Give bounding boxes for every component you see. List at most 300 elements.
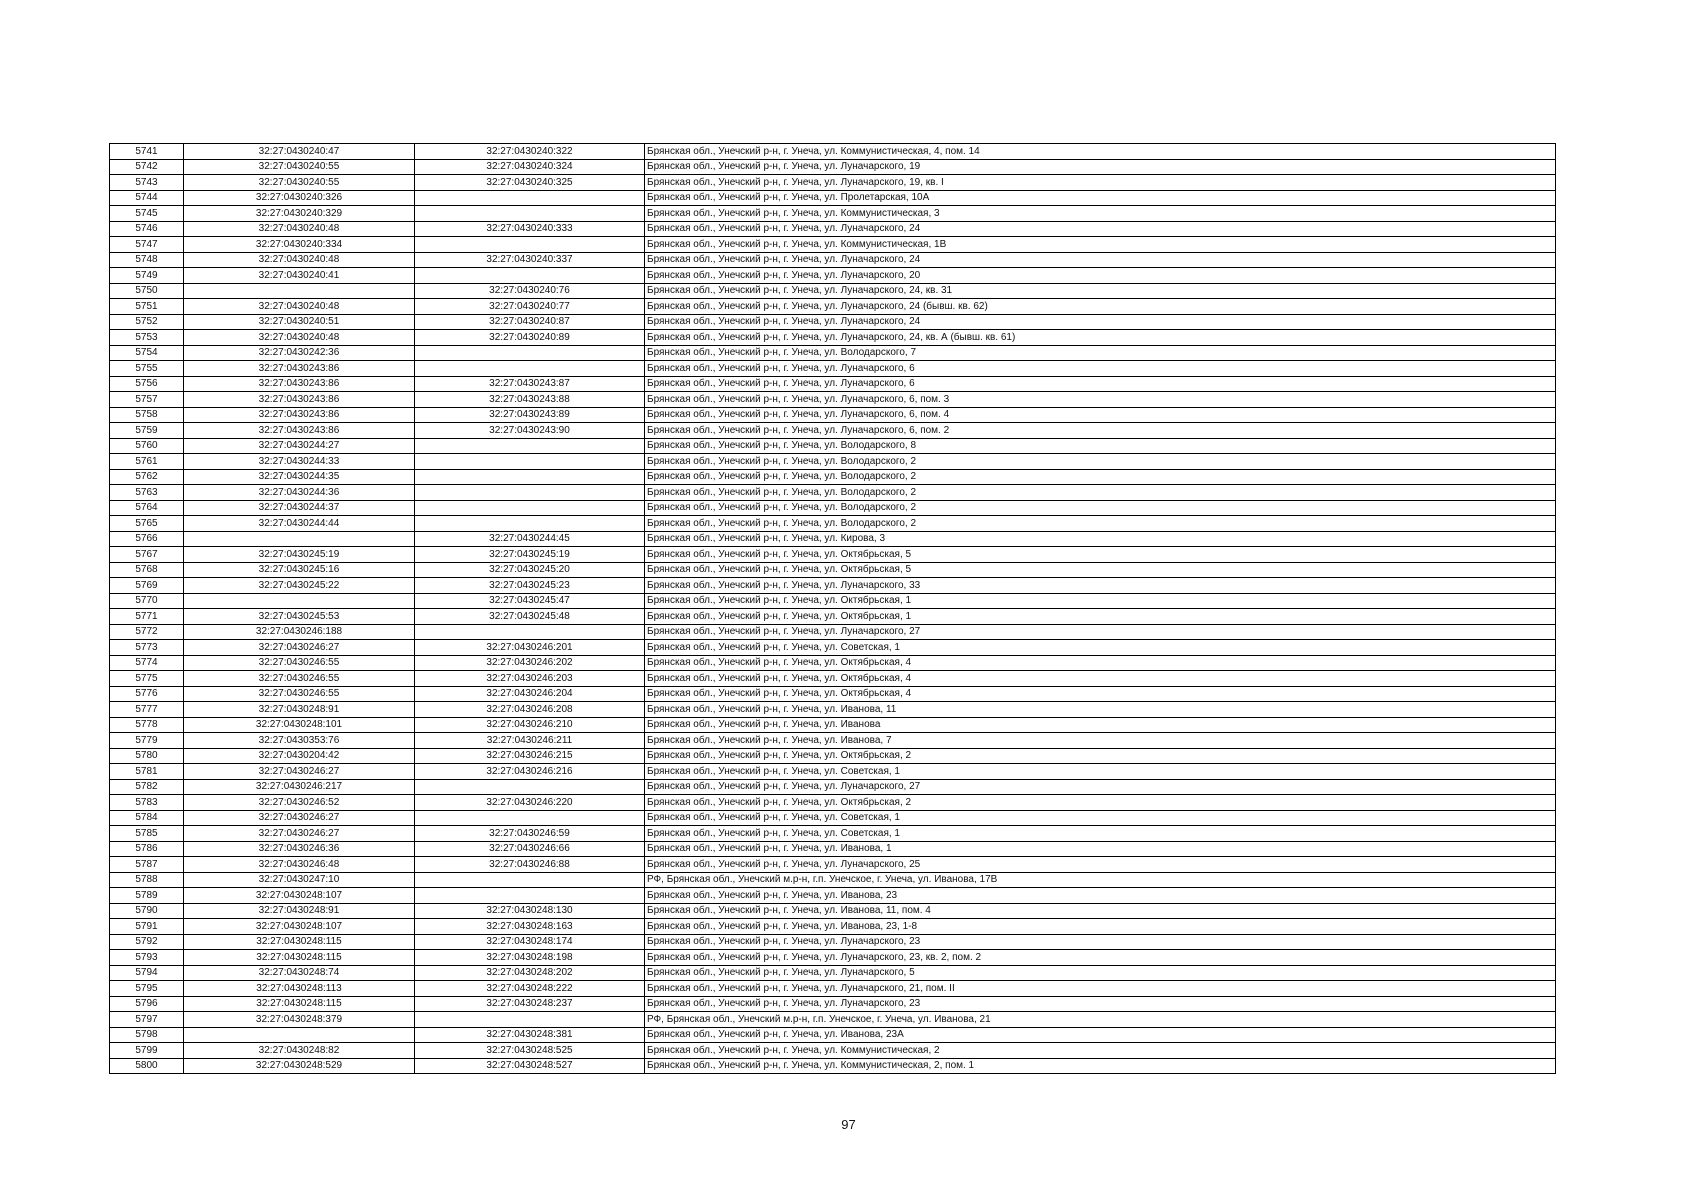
row-number-cell: 5758 bbox=[110, 407, 184, 423]
address-cell: РФ, Брянская обл., Унечский м.р-н, г.п. Унечское, г. Унеча, ул. Иванова, 21 bbox=[645, 1012, 1556, 1028]
cadastral-number-cell: 32:27:0430246:55 bbox=[184, 686, 415, 702]
cadastral-number-cell: 32:27:0430240:329 bbox=[184, 206, 415, 222]
table-row bbox=[110, 485, 1556, 501]
address-cell: Брянская обл., Унечский р-н, г. Унеча, ул. Володарского, 2 bbox=[645, 500, 1556, 516]
related-cadastral-number-cell: 32:27:0430240:77 bbox=[415, 299, 645, 315]
row-number-cell: 5760 bbox=[110, 438, 184, 454]
related-cadastral-number-cell: 32:27:0430246:88 bbox=[415, 857, 645, 873]
cadastral-number-cell: 32:27:0430246:217 bbox=[184, 779, 415, 795]
cadastral-number-cell: 32:27:0430248:82 bbox=[184, 1043, 415, 1059]
related-cadastral-number-cell: 32:27:0430246:201 bbox=[415, 640, 645, 656]
table-row bbox=[110, 609, 1556, 625]
row-number-cell: 5798 bbox=[110, 1027, 184, 1043]
table-row bbox=[110, 748, 1556, 764]
cadastral-number-cell: 32:27:0430248:115 bbox=[184, 950, 415, 966]
row-number-cell: 5777 bbox=[110, 702, 184, 718]
row-number-cell: 5754 bbox=[110, 345, 184, 361]
address-cell: Брянская обл., Унечский р-н, г. Унеча, ул. Коммунистическая, 2 bbox=[645, 1043, 1556, 1059]
table-row bbox=[110, 655, 1556, 671]
related-cadastral-number-cell bbox=[415, 485, 645, 501]
cadastral-number-cell bbox=[184, 283, 415, 299]
table-body bbox=[110, 144, 1556, 1074]
row-number-cell: 5767 bbox=[110, 547, 184, 563]
cadastral-number-cell: 32:27:0430240:48 bbox=[184, 252, 415, 268]
related-cadastral-number-cell: 32:27:0430248:222 bbox=[415, 981, 645, 997]
row-number-cell: 5765 bbox=[110, 516, 184, 532]
address-cell: Брянская обл., Унечский р-н, г. Унеча, ул. Луначарского, 24, кв. 31 bbox=[645, 283, 1556, 299]
related-cadastral-number-cell: 32:27:0430248:527 bbox=[415, 1058, 645, 1074]
table-row bbox=[110, 562, 1556, 578]
related-cadastral-number-cell: 32:27:0430246:66 bbox=[415, 841, 645, 857]
row-number-cell: 5751 bbox=[110, 299, 184, 315]
row-number-cell: 5744 bbox=[110, 190, 184, 206]
row-number-cell: 5768 bbox=[110, 562, 184, 578]
cadastral-number-cell: 32:27:0430248:74 bbox=[184, 965, 415, 981]
cadastral-number-cell: 32:27:0430246:27 bbox=[184, 640, 415, 656]
row-number-cell: 5785 bbox=[110, 826, 184, 842]
table-row bbox=[110, 717, 1556, 733]
related-cadastral-number-cell: 32:27:0430248:237 bbox=[415, 996, 645, 1012]
address-cell: Брянская обл., Унечский р-н, г. Унеча, ул. Луначарского, 24 bbox=[645, 252, 1556, 268]
cadastral-number-cell: 32:27:0430246:52 bbox=[184, 795, 415, 811]
address-cell: Брянская обл., Унечский р-н, г. Унеча, ул. Володарского, 2 bbox=[645, 454, 1556, 470]
cadastral-number-cell: 32:27:0430246:55 bbox=[184, 671, 415, 687]
cadastral-number-cell: 32:27:0430246:36 bbox=[184, 841, 415, 857]
table-row bbox=[110, 733, 1556, 749]
related-cadastral-number-cell bbox=[415, 345, 645, 361]
address-cell: Брянская обл., Унечский р-н, г. Унеча, ул. Луначарского, 23, кв. 2, пом. 2 bbox=[645, 950, 1556, 966]
address-cell: Брянская обл., Унечский р-н, г. Унеча, ул. Луначарского, 5 bbox=[645, 965, 1556, 981]
address-cell: Брянская обл., Унечский р-н, г. Унеча, ул. Коммунистическая, 4, пом. 14 bbox=[645, 144, 1556, 160]
related-cadastral-number-cell: 32:27:0430246:210 bbox=[415, 717, 645, 733]
row-number-cell: 5771 bbox=[110, 609, 184, 625]
row-number-cell: 5748 bbox=[110, 252, 184, 268]
row-number-cell: 5763 bbox=[110, 485, 184, 501]
address-cell: Брянская обл., Унечский р-н, г. Унеча, ул. Луначарского, 20 bbox=[645, 268, 1556, 284]
address-cell: Брянская обл., Унечский р-н, г. Унеча, ул. Луначарского, 21, пом. II bbox=[645, 981, 1556, 997]
cadastral-number-cell: 32:27:0430240:334 bbox=[184, 237, 415, 253]
related-cadastral-number-cell: 32:27:0430248:202 bbox=[415, 965, 645, 981]
row-number-cell: 5795 bbox=[110, 981, 184, 997]
related-cadastral-number-cell: 32:27:0430240:89 bbox=[415, 330, 645, 346]
cadastral-number-cell: 32:27:0430243:86 bbox=[184, 392, 415, 408]
table-row bbox=[110, 469, 1556, 485]
table-row bbox=[110, 283, 1556, 299]
cadastral-number-cell bbox=[184, 531, 415, 547]
cadastral-number-cell: 32:27:0430246:27 bbox=[184, 810, 415, 826]
related-cadastral-number-cell bbox=[415, 268, 645, 284]
address-cell: Брянская обл., Унечский р-н, г. Унеча, ул. Октябрьская, 5 bbox=[645, 562, 1556, 578]
table-row bbox=[110, 392, 1556, 408]
related-cadastral-number-cell bbox=[415, 1012, 645, 1028]
cadastral-number-cell: 32:27:0430244:35 bbox=[184, 469, 415, 485]
row-number-cell: 5788 bbox=[110, 872, 184, 888]
address-cell: Брянская обл., Унечский р-н, г. Унеча, ул. Луначарского, 33 bbox=[645, 578, 1556, 594]
related-cadastral-number-cell bbox=[415, 500, 645, 516]
address-cell: Брянская обл., Унечский р-н, г. Унеча, ул. Луначарского, 6, пом. 2 bbox=[645, 423, 1556, 439]
related-cadastral-number-cell: 32:27:0430240:324 bbox=[415, 159, 645, 175]
related-cadastral-number-cell: 32:27:0430245:48 bbox=[415, 609, 645, 625]
table-row bbox=[110, 252, 1556, 268]
related-cadastral-number-cell bbox=[415, 190, 645, 206]
related-cadastral-number-cell: 32:27:0430243:87 bbox=[415, 376, 645, 392]
address-cell: Брянская обл., Унечский р-н, г. Унеча, ул. Коммунистическая, 1В bbox=[645, 237, 1556, 253]
cadastral-number-cell: 32:27:0430246:48 bbox=[184, 857, 415, 873]
cadastral-number-cell: 32:27:0430244:33 bbox=[184, 454, 415, 470]
table-row bbox=[110, 686, 1556, 702]
address-cell: Брянская обл., Унечский р-н, г. Унеча, ул. Луначарского, 24 (бывш. кв. 62) bbox=[645, 299, 1556, 315]
related-cadastral-number-cell: 32:27:0430245:23 bbox=[415, 578, 645, 594]
cadastral-number-cell: 32:27:0430248:91 bbox=[184, 702, 415, 718]
table-row bbox=[110, 361, 1556, 377]
address-cell: Брянская обл., Унечский р-н, г. Унеча, ул. Луначарского, 6, пом. 4 bbox=[645, 407, 1556, 423]
row-number-cell: 5742 bbox=[110, 159, 184, 175]
table-row bbox=[110, 779, 1556, 795]
cadastral-number-cell: 32:27:0430204:42 bbox=[184, 748, 415, 764]
table-row bbox=[110, 206, 1556, 222]
cadastral-number-cell: 32:27:0430240:326 bbox=[184, 190, 415, 206]
address-cell: Брянская обл., Унечский р-н, г. Унеча, ул. Иванова, 1 bbox=[645, 841, 1556, 857]
row-number-cell: 5757 bbox=[110, 392, 184, 408]
table-row bbox=[110, 857, 1556, 873]
row-number-cell: 5772 bbox=[110, 624, 184, 640]
table-row bbox=[110, 190, 1556, 206]
row-number-cell: 5743 bbox=[110, 175, 184, 191]
table-row bbox=[110, 996, 1556, 1012]
address-cell: РФ, Брянская обл., Унечский м.р-н, г.п. Унечское, г. Унеча, ул. Иванова, 17В bbox=[645, 872, 1556, 888]
cadastral-number-cell: 32:27:0430248:113 bbox=[184, 981, 415, 997]
row-number-cell: 5775 bbox=[110, 671, 184, 687]
related-cadastral-number-cell: 32:27:0430246:208 bbox=[415, 702, 645, 718]
table-row bbox=[110, 330, 1556, 346]
cadastral-number-cell: 32:27:0430242:36 bbox=[184, 345, 415, 361]
related-cadastral-number-cell: 32:27:0430248:198 bbox=[415, 950, 645, 966]
cadastral-number-cell: 32:27:0430243:86 bbox=[184, 423, 415, 439]
page-number: 97 bbox=[841, 1117, 856, 1132]
table-row bbox=[110, 903, 1556, 919]
address-cell: Брянская обл., Унечский р-н, г. Унеча, ул. Луначарского, 24, кв. А (бывш. кв. 61) bbox=[645, 330, 1556, 346]
table-row bbox=[110, 268, 1556, 284]
table-row bbox=[110, 593, 1556, 609]
related-cadastral-number-cell bbox=[415, 888, 645, 904]
row-number-cell: 5752 bbox=[110, 314, 184, 330]
table-row bbox=[110, 237, 1556, 253]
row-number-cell: 5789 bbox=[110, 888, 184, 904]
row-number-cell: 5769 bbox=[110, 578, 184, 594]
table-row bbox=[110, 919, 1556, 935]
related-cadastral-number-cell bbox=[415, 624, 645, 640]
related-cadastral-number-cell: 32:27:0430240:87 bbox=[415, 314, 645, 330]
address-cell: Брянская обл., Унечский р-н, г. Унеча, ул. Луначарского, 23 bbox=[645, 996, 1556, 1012]
related-cadastral-number-cell: 32:27:0430243:89 bbox=[415, 407, 645, 423]
address-cell: Брянская обл., Унечский р-н, г. Унеча, ул. Октябрьская, 4 bbox=[645, 671, 1556, 687]
address-cell: Брянская обл., Унечский р-н, г. Унеча, ул. Коммунистическая, 3 bbox=[645, 206, 1556, 222]
table-row bbox=[110, 299, 1556, 315]
address-cell: Брянская обл., Унечский р-н, г. Унеча, ул. Советская, 1 bbox=[645, 810, 1556, 826]
table-row bbox=[110, 888, 1556, 904]
cadastral-number-cell: 32:27:0430248:107 bbox=[184, 919, 415, 935]
related-cadastral-number-cell bbox=[415, 810, 645, 826]
table-row bbox=[110, 981, 1556, 997]
address-cell: Брянская обл., Унечский р-н, г. Унеча, ул. Иванова, 11 bbox=[645, 702, 1556, 718]
cadastral-number-cell: 32:27:0430353:76 bbox=[184, 733, 415, 749]
address-cell: Брянская обл., Унечский р-н, г. Унеча, ул. Луначарского, 19 bbox=[645, 159, 1556, 175]
row-number-cell: 5797 bbox=[110, 1012, 184, 1028]
table-row bbox=[110, 175, 1556, 191]
table-row bbox=[110, 423, 1556, 439]
related-cadastral-number-cell: 32:27:0430243:88 bbox=[415, 392, 645, 408]
cadastral-number-cell: 32:27:0430246:55 bbox=[184, 655, 415, 671]
related-cadastral-number-cell: 32:27:0430240:76 bbox=[415, 283, 645, 299]
address-cell: Брянская обл., Унечский р-н, г. Унеча, ул. Иванова, 23 bbox=[645, 888, 1556, 904]
table-row bbox=[110, 1058, 1556, 1074]
cadastral-number-cell: 32:27:0430248:101 bbox=[184, 717, 415, 733]
related-cadastral-number-cell: 32:27:0430246:204 bbox=[415, 686, 645, 702]
row-number-cell: 5790 bbox=[110, 903, 184, 919]
table-row bbox=[110, 702, 1556, 718]
address-cell: Брянская обл., Унечский р-н, г. Унеча, ул. Советская, 1 bbox=[645, 640, 1556, 656]
address-cell: Брянская обл., Унечский р-н, г. Унеча, ул. Пролетарская, 10А bbox=[645, 190, 1556, 206]
row-number-cell: 5759 bbox=[110, 423, 184, 439]
cadastral-number-cell: 32:27:0430240:41 bbox=[184, 268, 415, 284]
table-row bbox=[110, 438, 1556, 454]
address-cell: Брянская обл., Унечский р-н, г. Унеча, ул. Луначарского, 27 bbox=[645, 779, 1556, 795]
table-row bbox=[110, 1012, 1556, 1028]
table-row bbox=[110, 764, 1556, 780]
row-number-cell: 5787 bbox=[110, 857, 184, 873]
row-number-cell: 5756 bbox=[110, 376, 184, 392]
related-cadastral-number-cell: 32:27:0430240:322 bbox=[415, 144, 645, 160]
row-number-cell: 5791 bbox=[110, 919, 184, 935]
cadastral-number-cell: 32:27:0430246:188 bbox=[184, 624, 415, 640]
row-number-cell: 5784 bbox=[110, 810, 184, 826]
related-cadastral-number-cell: 32:27:0430245:47 bbox=[415, 593, 645, 609]
row-number-cell: 5750 bbox=[110, 283, 184, 299]
related-cadastral-number-cell: 32:27:0430246:216 bbox=[415, 764, 645, 780]
cadastral-number-cell: 32:27:0430244:27 bbox=[184, 438, 415, 454]
address-cell: Брянская обл., Унечский р-н, г. Унеча, ул. Володарского, 2 bbox=[645, 516, 1556, 532]
row-number-cell: 5786 bbox=[110, 841, 184, 857]
cadastral-number-cell: 32:27:0430243:86 bbox=[184, 361, 415, 377]
address-cell: Брянская обл., Унечский р-н, г. Унеча, ул. Володарского, 7 bbox=[645, 345, 1556, 361]
cadastral-number-cell: 32:27:0430243:86 bbox=[184, 376, 415, 392]
related-cadastral-number-cell: 32:27:0430248:525 bbox=[415, 1043, 645, 1059]
row-number-cell: 5774 bbox=[110, 655, 184, 671]
table-row bbox=[110, 516, 1556, 532]
related-cadastral-number-cell: 32:27:0430240:325 bbox=[415, 175, 645, 191]
row-number-cell: 5770 bbox=[110, 593, 184, 609]
table-row bbox=[110, 407, 1556, 423]
row-number-cell: 5773 bbox=[110, 640, 184, 656]
table-row bbox=[110, 454, 1556, 470]
related-cadastral-number-cell: 32:27:0430248:381 bbox=[415, 1027, 645, 1043]
related-cadastral-number-cell: 32:27:0430248:130 bbox=[415, 903, 645, 919]
cadastral-number-cell: 32:27:0430246:27 bbox=[184, 826, 415, 842]
address-cell: Брянская обл., Унечский р-н, г. Унеча, ул. Кирова, 3 bbox=[645, 531, 1556, 547]
cadastral-number-cell: 32:27:0430248:91 bbox=[184, 903, 415, 919]
table-row bbox=[110, 578, 1556, 594]
related-cadastral-number-cell bbox=[415, 872, 645, 888]
row-number-cell: 5762 bbox=[110, 469, 184, 485]
row-number-cell: 5799 bbox=[110, 1043, 184, 1059]
related-cadastral-number-cell: 32:27:0430246:211 bbox=[415, 733, 645, 749]
related-cadastral-number-cell bbox=[415, 438, 645, 454]
table-row bbox=[110, 841, 1556, 857]
address-cell: Брянская обл., Унечский р-н, г. Унеча, ул. Иванова, 23, 1-8 bbox=[645, 919, 1556, 935]
cadastral-number-cell: 32:27:0430240:47 bbox=[184, 144, 415, 160]
table-row bbox=[110, 221, 1556, 237]
row-number-cell: 5746 bbox=[110, 221, 184, 237]
related-cadastral-number-cell bbox=[415, 237, 645, 253]
table-row bbox=[110, 826, 1556, 842]
cadastral-number-cell: 32:27:0430248:115 bbox=[184, 996, 415, 1012]
cadastral-number-cell: 32:27:0430240:48 bbox=[184, 299, 415, 315]
table-row bbox=[110, 810, 1556, 826]
related-cadastral-number-cell: 32:27:0430246:215 bbox=[415, 748, 645, 764]
table-row bbox=[110, 159, 1556, 175]
row-number-cell: 5755 bbox=[110, 361, 184, 377]
cadastral-number-cell: 32:27:0430240:48 bbox=[184, 330, 415, 346]
address-cell: Брянская обл., Унечский р-н, г. Унеча, ул. Советская, 1 bbox=[645, 826, 1556, 842]
table-row bbox=[110, 934, 1556, 950]
address-cell: Брянская обл., Унечский р-н, г. Унеча, ул. Коммунистическая, 2, пом. 1 bbox=[645, 1058, 1556, 1074]
address-cell: Брянская обл., Унечский р-н, г. Унеча, ул. Луначарского, 27 bbox=[645, 624, 1556, 640]
row-number-cell: 5792 bbox=[110, 934, 184, 950]
related-cadastral-number-cell: 32:27:0430243:90 bbox=[415, 423, 645, 439]
cadastral-number-cell: 32:27:0430248:529 bbox=[184, 1058, 415, 1074]
row-number-cell: 5753 bbox=[110, 330, 184, 346]
cadastral-number-cell: 32:27:0430240:51 bbox=[184, 314, 415, 330]
related-cadastral-number-cell: 32:27:0430244:45 bbox=[415, 531, 645, 547]
row-number-cell: 5745 bbox=[110, 206, 184, 222]
table-row bbox=[110, 1043, 1556, 1059]
address-cell: Брянская обл., Унечский р-н, г. Унеча, ул. Октябрьская, 4 bbox=[645, 655, 1556, 671]
cadastral-number-cell: 32:27:0430245:16 bbox=[184, 562, 415, 578]
related-cadastral-number-cell bbox=[415, 454, 645, 470]
cadastral-number-cell: 32:27:0430244:44 bbox=[184, 516, 415, 532]
row-number-cell: 5793 bbox=[110, 950, 184, 966]
related-cadastral-number-cell: 32:27:0430246:220 bbox=[415, 795, 645, 811]
table-row bbox=[110, 547, 1556, 563]
address-cell: Брянская обл., Унечский р-н, г. Унеча, ул. Октябрьская, 2 bbox=[645, 748, 1556, 764]
related-cadastral-number-cell: 32:27:0430246:202 bbox=[415, 655, 645, 671]
address-cell: Брянская обл., Унечский р-н, г. Унеча, ул. Иванова, 23А bbox=[645, 1027, 1556, 1043]
row-number-cell: 5794 bbox=[110, 965, 184, 981]
related-cadastral-number-cell bbox=[415, 779, 645, 795]
address-cell: Брянская обл., Унечский р-н, г. Унеча, ул. Иванова, 11, пом. 4 bbox=[645, 903, 1556, 919]
address-cell: Брянская обл., Унечский р-н, г. Унеча, ул. Луначарского, 6 bbox=[645, 376, 1556, 392]
address-cell: Брянская обл., Унечский р-н, г. Унеча, ул. Володарского, 2 bbox=[645, 485, 1556, 501]
cadastral-number-cell: 32:27:0430246:27 bbox=[184, 764, 415, 780]
related-cadastral-number-cell: 32:27:0430246:203 bbox=[415, 671, 645, 687]
address-cell: Брянская обл., Унечский р-н, г. Унеча, ул. Володарского, 2 bbox=[645, 469, 1556, 485]
cadastral-number-cell: 32:27:0430245:22 bbox=[184, 578, 415, 594]
table-row bbox=[110, 624, 1556, 640]
row-number-cell: 5800 bbox=[110, 1058, 184, 1074]
cadastral-number-cell: 32:27:0430244:36 bbox=[184, 485, 415, 501]
cadastral-number-cell: 32:27:0430240:55 bbox=[184, 175, 415, 191]
row-number-cell: 5781 bbox=[110, 764, 184, 780]
address-cell: Брянская обл., Унечский р-н, г. Унеча, ул. Луначарского, 19, кв. I bbox=[645, 175, 1556, 191]
cadastral-number-cell: 32:27:0430248:379 bbox=[184, 1012, 415, 1028]
table-row bbox=[110, 376, 1556, 392]
cadastral-number-cell: 32:27:0430240:55 bbox=[184, 159, 415, 175]
address-cell: Брянская обл., Унечский р-н, г. Унеча, ул. Октябрьская, 5 bbox=[645, 547, 1556, 563]
related-cadastral-number-cell: 32:27:0430240:333 bbox=[415, 221, 645, 237]
cadastral-number-cell bbox=[184, 1027, 415, 1043]
table-row bbox=[110, 345, 1556, 361]
table-row bbox=[110, 671, 1556, 687]
cadastral-number-cell: 32:27:0430244:37 bbox=[184, 500, 415, 516]
data-table bbox=[109, 143, 1556, 1074]
related-cadastral-number-cell bbox=[415, 469, 645, 485]
table-row bbox=[110, 795, 1556, 811]
cadastral-number-cell: 32:27:0430248:115 bbox=[184, 934, 415, 950]
related-cadastral-number-cell bbox=[415, 516, 645, 532]
row-number-cell: 5741 bbox=[110, 144, 184, 160]
table-row bbox=[110, 872, 1556, 888]
table-row bbox=[110, 144, 1556, 160]
cadastral-number-cell: 32:27:0430240:48 bbox=[184, 221, 415, 237]
cadastral-number-cell: 32:27:0430245:53 bbox=[184, 609, 415, 625]
address-cell: Брянская обл., Унечский р-н, г. Унеча, ул. Октябрьская, 1 bbox=[645, 609, 1556, 625]
table-row bbox=[110, 1027, 1556, 1043]
address-cell: Брянская обл., Унечский р-н, г. Унеча, ул. Октябрьская, 4 bbox=[645, 686, 1556, 702]
address-cell: Брянская обл., Унечский р-н, г. Унеча, ул. Луначарского, 6 bbox=[645, 361, 1556, 377]
table-row bbox=[110, 314, 1556, 330]
address-cell: Брянская обл., Унечский р-н, г. Унеча, ул. Луначарского, 25 bbox=[645, 857, 1556, 873]
table-row bbox=[110, 531, 1556, 547]
row-number-cell: 5782 bbox=[110, 779, 184, 795]
address-cell: Брянская обл., Унечский р-н, г. Унеча, ул. Луначарского, 6, пом. 3 bbox=[645, 392, 1556, 408]
address-cell: Брянская обл., Унечский р-н, г. Унеча, ул. Володарского, 8 bbox=[645, 438, 1556, 454]
related-cadastral-number-cell: 32:27:0430245:20 bbox=[415, 562, 645, 578]
row-number-cell: 5780 bbox=[110, 748, 184, 764]
row-number-cell: 5749 bbox=[110, 268, 184, 284]
address-cell: Брянская обл., Унечский р-н, г. Унеча, ул. Иванова bbox=[645, 717, 1556, 733]
related-cadastral-number-cell bbox=[415, 206, 645, 222]
row-number-cell: 5796 bbox=[110, 996, 184, 1012]
address-cell: Брянская обл., Унечский р-н, г. Унеча, ул. Луначарского, 24 bbox=[645, 221, 1556, 237]
cadastral-number-cell: 32:27:0430247:10 bbox=[184, 872, 415, 888]
related-cadastral-number-cell: 32:27:0430246:59 bbox=[415, 826, 645, 842]
related-cadastral-number-cell: 32:27:0430248:174 bbox=[415, 934, 645, 950]
related-cadastral-number-cell: 32:27:0430240:337 bbox=[415, 252, 645, 268]
address-cell: Брянская обл., Унечский р-н, г. Унеча, ул. Иванова, 7 bbox=[645, 733, 1556, 749]
table-row bbox=[110, 640, 1556, 656]
table-row bbox=[110, 500, 1556, 516]
row-number-cell: 5764 bbox=[110, 500, 184, 516]
address-cell: Брянская обл., Унечский р-н, г. Унеча, ул. Луначарского, 23 bbox=[645, 934, 1556, 950]
table-row bbox=[110, 965, 1556, 981]
table-row bbox=[110, 950, 1556, 966]
cadastral-number-cell: 32:27:0430243:86 bbox=[184, 407, 415, 423]
row-number-cell: 5778 bbox=[110, 717, 184, 733]
row-number-cell: 5747 bbox=[110, 237, 184, 253]
row-number-cell: 5779 bbox=[110, 733, 184, 749]
address-cell: Брянская обл., Унечский р-н, г. Унеча, ул. Октябрьская, 1 bbox=[645, 593, 1556, 609]
row-number-cell: 5783 bbox=[110, 795, 184, 811]
row-number-cell: 5776 bbox=[110, 686, 184, 702]
cadastral-number-cell bbox=[184, 593, 415, 609]
address-cell: Брянская обл., Унечский р-н, г. Унеча, ул. Советская, 1 bbox=[645, 764, 1556, 780]
address-cell: Брянская обл., Унечский р-н, г. Унеча, ул. Луначарского, 24 bbox=[645, 314, 1556, 330]
cadastral-number-cell: 32:27:0430248:107 bbox=[184, 888, 415, 904]
related-cadastral-number-cell bbox=[415, 361, 645, 377]
related-cadastral-number-cell: 32:27:0430248:163 bbox=[415, 919, 645, 935]
related-cadastral-number-cell: 32:27:0430245:19 bbox=[415, 547, 645, 563]
row-number-cell: 5761 bbox=[110, 454, 184, 470]
